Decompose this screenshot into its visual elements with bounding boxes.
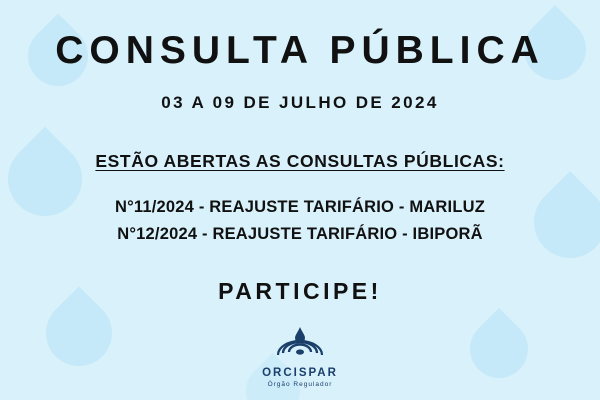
announcement-subtitle: ESTÃO ABERTAS AS CONSULTAS PÚBLICAS:: [95, 150, 505, 171]
logo-name: ORCISPAR: [262, 367, 338, 380]
page-title: CONSULTA PÚBLICA: [55, 29, 545, 72]
date-range: 03 A 09 DE JULHO DE 2024: [161, 92, 439, 112]
logo-tagline: Órgão Regulador: [267, 381, 333, 388]
list-item: N°11/2024 - REAJUSTE TARIFÁRIO - MARILUZ: [114, 197, 485, 216]
list-item: N°12/2024 - REAJUSTE TARIFÁRIO - IBIPORÃ: [117, 225, 483, 244]
call-to-action-text: PARTICIPE!: [218, 278, 382, 305]
consultation-list: [0, 194, 600, 248]
